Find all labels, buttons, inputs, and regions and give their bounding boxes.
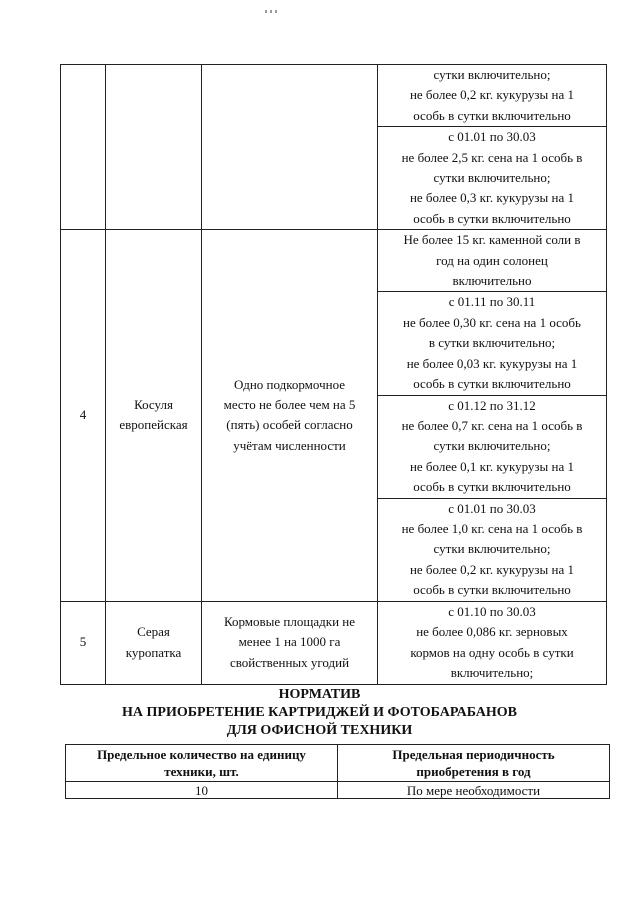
cell-line: Серая [137,624,170,640]
cell-line: Косуля [134,397,173,412]
cell-line: не более 0,086 кг. зерновых [416,624,568,640]
conditions-cell [378,601,607,684]
cell-line: не более 0,1 кг. кукурузы на 1 [409,458,575,474]
row-number: 5 [61,601,106,684]
place-cell [202,601,378,684]
cell-line: особь в сутки включительно [413,107,571,123]
place-cell [202,65,378,230]
cell-line: техники, шт. [164,764,239,779]
conditions-cell [378,230,607,292]
title-line: НА ПРИОБРЕТЕНИЕ КАРТРИДЖЕЙ И ФОТОБАРАБАНОВ [122,705,517,720]
cell-line: куропатка [125,644,182,660]
cell-line: год на один солонец [436,252,548,268]
cell-line: с 01.10 по 30.03 [448,603,536,619]
cell-line: с 01.12 по 31.12 [448,397,536,413]
cell-line: Не более 15 кг. каменной соли в [403,232,581,248]
scan-artifact [265,0,281,3]
table-header-row [66,745,610,782]
cell-line: кормов на одну особь в сутки [410,644,574,660]
cell-line: не более 2,5 кг. сена на 1 особь в [401,149,583,165]
cell-line: место не более чем на 5 [223,397,356,412]
table-row [61,230,607,292]
cell-line: сутки включительно; [433,438,551,454]
value-cell: По мере необходимости [338,782,610,799]
cell-line: не более 0,03 кг. кукурузы на 1 [406,355,578,371]
table-row [66,782,610,799]
cell-line: Предельная периодичность [392,747,555,762]
place-cell [202,230,378,601]
cell-line: сутки включительно; [433,541,551,557]
cell-line: особь в сутки включительно [413,582,571,598]
cell-line: не более 0,2 кг. кукурузы на 1 [409,87,575,103]
cell-line: не более 1,0 кг. сена на 1 особь в [401,520,583,536]
cell-line: с 01.01 по 30.03 [448,129,536,145]
title-line: ДЛЯ ОФИСНОЙ ТЕХНИКИ [226,723,413,738]
conditions-cell [378,395,607,498]
value-cell: 10 [66,782,338,799]
cell-line: не более 0,30 кг. сена на 1 особь [403,314,581,330]
cell-line: особь в сутки включительно [413,479,571,495]
cell-line: не более 0,3 кг. кукурузы на 1 [409,190,575,206]
conditions-cell [378,127,607,230]
cell-line: Одно подкормочное [233,376,345,392]
row-number: 4 [61,230,106,601]
conditions-cell [378,498,607,601]
cell-line: свойственных угодий [229,654,350,670]
cell-line: с 01.01 по 30.03 [448,500,536,516]
table-row [61,601,607,684]
header-cell [338,745,610,782]
cell-line: приобретения в год [416,764,531,779]
cell-line: включительно [452,273,532,289]
conditions-cell [378,65,607,127]
cell-line: европейская [119,417,188,433]
species-cell [106,65,202,230]
table-row [61,65,607,127]
cell-line: особь в сутки включительно [413,376,571,392]
cell-line: в сутки включительно; [428,335,556,351]
cell-line: учётам численности [233,437,346,453]
cell-line: с 01.11 по 30.11 [448,294,536,310]
cell-line: сутки включительно; [433,67,551,82]
norm-title [0,686,639,740]
conditions-cell [378,292,607,395]
cell-line: Кормовые площадки не [223,613,356,629]
num-cell [61,65,106,230]
cell-line: сутки включительно; [433,170,551,186]
species-cell [106,601,202,684]
cell-line: не более 0,7 кг. сена на 1 особь в [401,417,583,433]
cell-line: включительно; [450,664,534,680]
cell-line: особь в сутки включительно [413,210,571,226]
title-line: НОРМАТИВ [278,687,361,702]
cell-line: Предельное количество на единицу [97,747,306,762]
cell-line: не более 0,2 кг. кукурузы на 1 [409,561,575,577]
cell-line: менее 1 на 1000 га [238,634,341,650]
header-cell [66,745,338,782]
cartridge-norm-table [65,744,610,799]
feeding-norms-table [60,64,607,685]
cell-line: (пять) особей согласно [226,417,353,433]
species-cell [106,230,202,601]
